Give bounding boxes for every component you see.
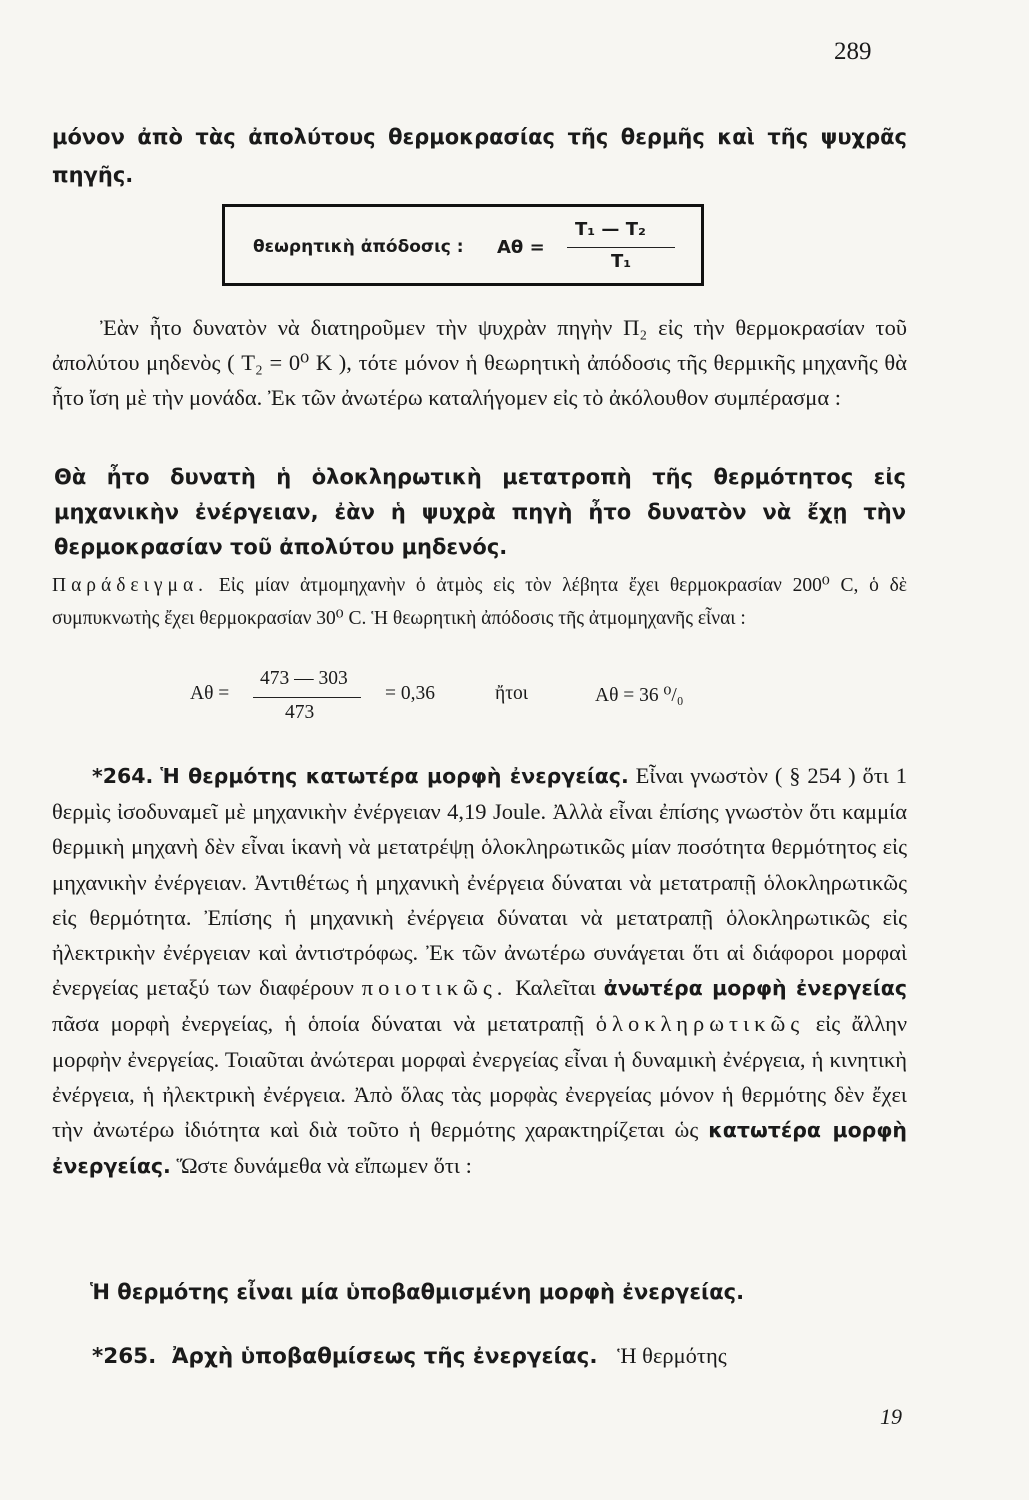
- example-conjunction: ἤτοι: [495, 683, 529, 704]
- section-264-bold-1: ἀνωτέρα μορφὴ ἐνεργείας: [603, 976, 908, 1001]
- section-264-spaced-2: ὁλοκληρωτικῶς: [595, 1011, 805, 1037]
- signature-number: 19: [880, 1404, 902, 1429]
- page-number: 289: [834, 38, 872, 65]
- example-percent: Αθ = 36 ⁰/₀: [595, 685, 684, 706]
- formula-denominator: T₁: [611, 251, 632, 272]
- section-264-text-1: Εἶναι γνωστὸν ( § 254 ) ὅτι 1 θερμὶς ἰσοδυναμεῖ μὲ μηχανικὴν ἐνέργειαν 4,19 Joule. Ἀλλὰ εἶναι ἐπίσης γνωστὸν ὅτι καμμία θερμικὴ μηχανὴ δὲν εἶναι ἱκανὴ νὰ μετατρέψῃ ὁλοκληρωτικῶς μίαν ποσότητα θερμότητος εἰς μηχανικὴν ἐνέργειαν. Ἀντιθέτως ἡ μηχανικὴ ἐνέργεια δύναται νὰ μετατραπῇ ὁλοκληρωτικῶς εἰς θερμότητα. Ἐπίσης ἡ μηχανικὴ ἐνέργεια δύναται νὰ μετατραπῇ ὁλοκληρωτικῶς εἰς ἠλεκτρικὴν ἐνέργειαν καὶ ἀντιστρόφως. Ἐκ τῶν ἀνωτέρω συνάγεται ὅτι αἱ διάφοροι μορφαὶ ἐνεργείας μεταξύ των διαφέρουν: [52, 763, 908, 1001]
- section-264-conclusion: Ἡ θερμότης εἶναι μία ὑποβαθμισμένη μορφὴ ἐνεργείας.: [90, 1280, 745, 1304]
- section-264-spaced-1: ποιοτικῶς.: [361, 975, 508, 1001]
- section-264-text-5: Ὥστε δυνάμεθα νὰ εἴπωμεν ὅτι :: [176, 1153, 472, 1179]
- section-264-bold-2: κατωτέρα μορφὴ ἐνεργείας.: [52, 1118, 907, 1179]
- formula-lhs: Αθ =: [497, 237, 545, 258]
- section-264-text-3: πᾶσα μορφὴ ἐνεργείας, ἡ ὁποία δύναται νὰ μετατραπῇ: [52, 1011, 585, 1037]
- paragraph-top: μόνον ἀπὸ τὰς ἀπολύτους θερμοκρασίας τῆς θερμῆς καὶ τῆς ψυχρᾶς πηγῆς.: [52, 125, 907, 187]
- section-264: [52, 758, 907, 1184]
- example-result: = 0,36: [385, 683, 435, 704]
- section-265-heading: [92, 1343, 727, 1369]
- section-264-title: Ἡ θερμότης κατωτέρα μορφὴ ἐνεργείας.: [160, 764, 629, 788]
- example-fraction-bar: [253, 697, 361, 698]
- section-265-title: Ἀρχὴ ὑποβαθμίσεως τῆς ἐνεργείας.: [171, 1344, 598, 1369]
- example-numerator: 473 — 303: [260, 668, 348, 689]
- formula-label: θεωρητικὴ ἀπόδοσις :: [253, 237, 464, 257]
- formula-box: [222, 204, 704, 286]
- example-label: Παράδειγμα.: [52, 575, 209, 596]
- example-text: Εἰς μίαν ἀτμομηχανὴν ὁ ἀτμὸς εἰς τὸν λέβητα ἔχει θερμοκρασίαν 200⁰ C, ὁ δὲ συμπυκνωτὴς ἔχει θερμοκρασίαν 30⁰ C. Ἡ θεωρητικὴ ἀπόδοσις τῆς ἀτμομηχανῆς εἶναι :: [52, 575, 907, 629]
- formula-fraction-bar: [567, 247, 675, 248]
- example-denominator: 473: [285, 702, 315, 723]
- bold-conclusion: Θὰ ἦτο δυνατὴ ἡ ὁλοκληρωτικὴ μετατροπὴ τῆς θερμότητος εἰς μηχανικὴν ἐνέργειαν, ἐὰν ἡ ψυχρὰ πηγὴ ἦτο δυνατὸν νὰ ἔχῃ τὴν θερμοκρασίαν τοῦ ἀπολύτου μηδενός.: [54, 465, 906, 559]
- example-paragraph: [52, 570, 907, 635]
- example-lhs: Αθ =: [190, 683, 230, 704]
- section-264-text-4: εἰς ἄλλην μορφὴν ἐνεργείας. Τοιαῦται ἀνώτεραι μορφαὶ ἐνεργείας εἶναι ἡ δυναμικὴ ἐνέργεια, ἡ κινητικὴ ἐνέργεια, ἡ ἠλεκτρικὴ ἐνέργεια. Ἀπὸ ὅλας τὰς μορφὰς ἐνεργείας μόνον ἡ θερμότης δὲν ἔχει τὴν ἀνωτέρω ἰδιότητα καὶ διὰ τοῦτο ἡ θερμότης χαρακτηρίζεται ὡς: [52, 1011, 908, 1143]
- formula-numerator: T₁ — T₂: [575, 219, 646, 240]
- section-265-text: Ἡ θερμότης: [617, 1343, 727, 1368]
- paragraph-1: Ἐὰν ἦτο δυνατὸν νὰ διατηροῦμεν τὴν ψυχρὰν πηγὴν Π₂ εἰς τὴν θερμοκρασίαν τοῦ ἀπολύτου μηδενὸς ( T₂ = 0⁰ K ), τότε μόνον ἡ θεωρητικὴ ἀπόδοσις τῆς θερμικῆς μηχανῆς θὰ ἦτο ἴση μὲ τὴν μονάδα. Ἐκ τῶν ἀνωτέρω καταλήγομεν εἰς τὸ ἀκόλουθον συμπέρασμα :: [52, 315, 907, 410]
- section-264-number: *264.: [92, 764, 154, 788]
- section-264-text-2: Καλεῖται: [515, 975, 596, 1001]
- section-265-number: *265.: [92, 1344, 157, 1369]
